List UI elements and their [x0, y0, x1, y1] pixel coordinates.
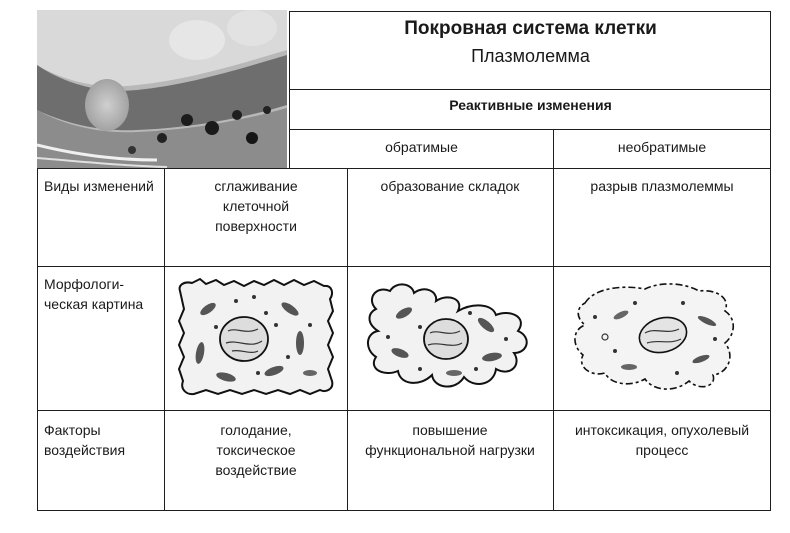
cell-smoothing: [182, 176, 330, 236]
cell-text: голодание, токсическое воздействие: [215, 422, 297, 478]
table-divider: [290, 129, 771, 130]
table-border-right: [770, 11, 771, 510]
cell-rupture: [556, 176, 768, 196]
cell-factor-smoothing: [182, 420, 330, 480]
row-label-types: [44, 176, 159, 196]
cell-factor-folds: [360, 420, 540, 460]
column-header-reversible: обратимые: [385, 139, 458, 155]
table-divider: [164, 168, 165, 510]
cell-text: сглаживание клеточной поверхности: [214, 178, 298, 234]
cell-drawing-smoothing: [170, 273, 342, 403]
micrograph-image: [37, 10, 287, 168]
page-subtitle: Плазмолемма: [471, 46, 590, 66]
row-label-text: Виды изменений: [44, 178, 154, 194]
cell-text: интоксикация, опухолевый процесс: [574, 422, 750, 458]
cell-text: повышение функциональной нагрузки: [365, 422, 535, 458]
table-border-bottom: [37, 510, 771, 511]
row-label-factors: [44, 420, 159, 460]
cell-drawing-folds: [360, 273, 538, 403]
table-divider: [347, 168, 348, 510]
row-label-text: Морфологи-ческая картина: [44, 276, 144, 312]
table-divider: [37, 168, 771, 169]
table-divider: [37, 266, 771, 267]
cell-drawing-rupture: [565, 273, 745, 403]
cell-text: разрыв плазмолеммы: [590, 178, 734, 194]
column-header-irreversible: необратимые: [617, 139, 707, 155]
table-divider: [553, 129, 554, 510]
group-header-reactive-changes: Реактивные изменения: [449, 97, 612, 113]
row-label-text: Факторы воздействия: [44, 422, 126, 458]
page-title: Покровная система клетки: [404, 18, 657, 39]
table-border-top: [290, 11, 771, 12]
cell-factor-rupture: [560, 420, 764, 460]
cell-folds: [350, 176, 550, 196]
table-divider: [37, 410, 771, 411]
row-label-morphology: [44, 274, 144, 314]
table-border-left: [37, 168, 38, 510]
cell-text: образование складок: [380, 178, 520, 194]
table-divider: [290, 89, 771, 90]
